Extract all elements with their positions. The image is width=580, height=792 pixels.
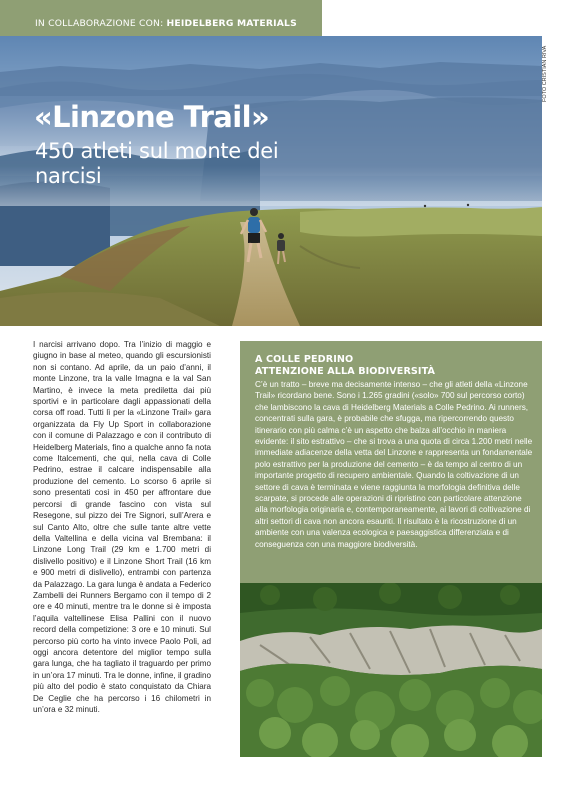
sidebar-title-line-2: ATTENZIONE ALLA BIODIVERSITÀ xyxy=(255,365,436,377)
header-brand: HEIDELBERG MATERIALS xyxy=(166,18,297,29)
sidebar-title-line-1: A COLLE PEDRINO xyxy=(255,354,354,365)
header-prefix: IN COLLABORAZIONE CON: xyxy=(35,18,167,29)
photo-credit: FOTO CRISTIAN RIVA xyxy=(542,45,548,102)
article-title: «Linzone Trail» xyxy=(34,100,270,134)
section-header-band xyxy=(0,0,322,36)
article-body: I narcisi arrivano dopo. Tra l’inizio di maggio e giugno in base al meteo, quando gli escursionisti non si contano. Ad aprile, da un paio d’anni, il monte Linzone, tra la valle Imagna e la val San Martino, è invece la meta prediletta dai più sportivi e in particolare dagli appassionati della corsa off road. Tutti lì per la «Linzone Trail» gara organizzata da Fly Up Sport in collaborazione con il comune di Palazzago e con il contributo di Heidelberg Materials, fino a qualche anno fa nota come Italcementi, che qui, nella cava di Colle Pedrino, estrae il calcare indispensabile alla produzione del cemento. Lo scorso 6 aprile si sono presentati così in 450 per affrontare due percorsi di grande fascino con vista sul Resegone, sul pizzo dei Tre Signori, sull’Arera e sul Canto Alto, oltre che sulle tante altre vette della Valtellina e della vicina val Brembana: il Linzone Long Trail (29 km e 1.700 metri di dislivello positivo) e il Linzone Short Trail (16 km e 900 metri di dislivello), entrambi con partenza da Palazzago. La gara lunga è andata a Federico Zambelli dei Runners Bergamo con il tempo di 2 ore e 40 minuti, mentre tra le donne si è imposta l’aquila valtellinese Elisa Pallini con il nuovo record della competizione: 3 ore e 10 minuti. Sul percorso più corto ha vinto invece Paolo Poli, ad oggi ancora detentore del miglior tempo sulla gara lunga, che ha tagliato il traguardo per primo in un’ora 17 minuti. Tra le donne, infine, il gradino più alto del podio è stato conquistato da Chiara De Ceglie che ha percorso i 16 chilometri in un’ora e 32 minuti. xyxy=(33,340,211,714)
article-subtitle: 450 atleti sul monte dei narcisi xyxy=(35,139,279,188)
quarry-photo xyxy=(240,583,542,757)
sidebar-box xyxy=(240,341,542,583)
sidebar-title xyxy=(255,354,534,377)
sidebar-text: C’è un tratto – breve ma decisamente intenso – che gli atleti della «Linzone Trail» ricordano bene. Sono i 1.265 gradini («solo» 700 sul percorso corto) che lambiscono la cava di Heidelberg Materials a Colle Pedrino. Ai runners, concentrati sulla gara, è probabile che sfugga, ma ripercorrendo questo itinerario con più calma c’è un aspetto che balza all’occhio in maniera evidente: il sito estrattivo – che si trova a una quota di circa 1.200 metri nelle immediate adiacenze della vetta del Linzone e rappresenta un fondamentale polo estrattivo per la produzione del cemento – è da tempo al centro di un importante progetto di recupero ambientale. Quando la coltivazione di un settore di cava è terminata e viene raggiunta la morfologia definitiva delle scarpate, si procede alle operazioni di ripristino con particolare attenzione alla morfologia originaria e, contemporaneamente, ai lavori di coltivazione di altri settori di cava non ancora esauriti. Il risultato è la ricostruzione di un ambiente con una valenza ecologica e paesaggistica differenziata e di conseguenza con una maggiore biodiversità. xyxy=(255,380,533,549)
